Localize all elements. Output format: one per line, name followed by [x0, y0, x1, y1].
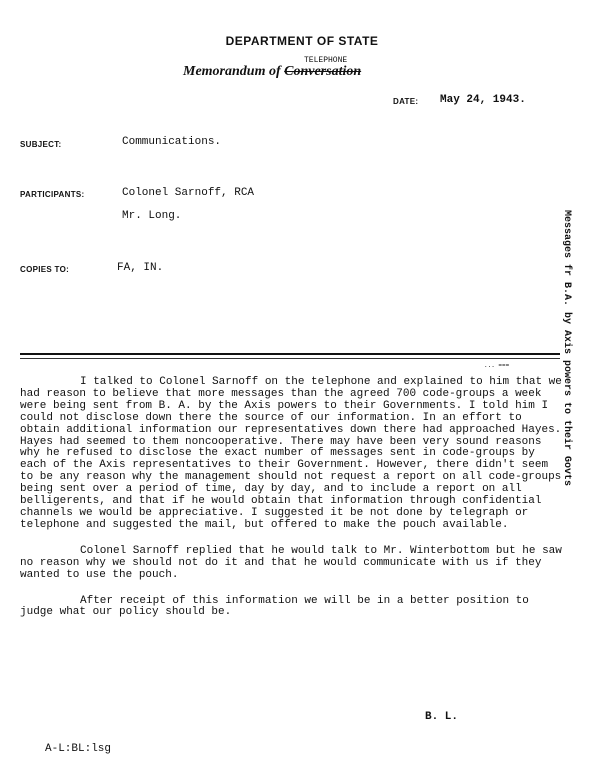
signature-initials: B. L. [425, 711, 459, 723]
date-label: DATE: [393, 97, 419, 106]
margin-note [556, 210, 576, 570]
divider-line [20, 353, 560, 355]
copies-label: COPIES TO: [20, 265, 70, 274]
body-paragraph: Colonel Sarnoff replied that he would talk to Mr. Winterbottom but he saw no reason why we should not do it and that he would communicate with us if they wanted to use the pouch. [20, 544, 562, 581]
subject-value: Communications. [122, 136, 222, 148]
copies-value: FA, IN. [117, 262, 164, 274]
memo-body [20, 377, 565, 633]
memo-struck-word: Conversation [284, 64, 362, 79]
body-paragraph: I talked to Colonel Sarnoff on the telephone and explained to him that we had reason to believe that more messages than the agreed 700 code-groups a week were being sent from B. A. by the Axis powers to their Governments. I told him I could not disclose down there the source of our information. In an effort to obtain additional information our representatives down there had approached Hayes. Hayes had seemed to them noncooperative. There may have been very sound reasons why he refused to disclose the exact number of messages sent in code-groups by each of the Axis representatives to their Government. However, there didn't seem to be any reason why the management should not request a report on all code-groups being sent over a period of time, day by day, and to include a report on all belligerents, and that if he would obtain that information through confidential channels we would be appreciative. I suggested it be not done by telegraph or telephone and suggested the mail, but offered to make the pouch available. [20, 376, 562, 531]
date-value: May 24, 1943. [440, 94, 526, 106]
reference-code: A-L:BL:lsg [45, 743, 112, 755]
margin-note-text: Messages fr B.A. by Axis powers to their Govts [561, 210, 572, 487]
memo-prefix: Memorandum of [183, 64, 281, 79]
department-heading: DEPARTMENT OF STATE [225, 34, 379, 48]
divider-line [20, 358, 560, 359]
body-paragraph: After receipt of this information we will be in a better position to judge what our policy should be. [20, 594, 529, 619]
memo-title [183, 56, 362, 80]
subject-label: SUBJECT: [20, 140, 62, 149]
rule-tag: ... === [484, 362, 510, 369]
participant-name: Colonel Sarnoff, RCA [122, 187, 255, 199]
participants-label: PARTICIPANTS: [20, 190, 85, 199]
participant-name: Mr. Long. [122, 210, 182, 222]
memo-overwrite: TELEPHONE [304, 56, 348, 65]
